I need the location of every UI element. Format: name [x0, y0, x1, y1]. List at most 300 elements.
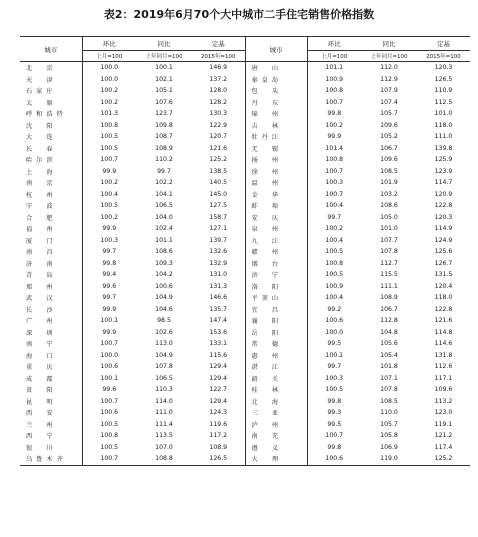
mom-cell: 100.5 [82, 131, 136, 143]
base-cell: 118.0 [434, 294, 453, 302]
table-row [20, 396, 470, 408]
city-cell: 深 圳 [26, 329, 57, 337]
yoy-cell: 109.3 [155, 259, 173, 267]
city-cell: 扬 州 [245, 154, 307, 166]
mom-cell: 100.2 [82, 97, 136, 109]
mom-cell: 100.6 [82, 407, 136, 419]
city-cell: 宜 昌 [245, 304, 307, 316]
table-row [20, 177, 470, 189]
base-cell: 130.3 [209, 110, 228, 118]
mom-cell: 100.1 [307, 350, 361, 362]
table-row [20, 166, 470, 178]
table-row [20, 235, 470, 247]
city-cell: 乌鲁木齐 [20, 453, 82, 465]
yoy-cell: 104.8 [380, 328, 398, 336]
yoy-cell: 100.6 [155, 282, 173, 290]
yoy-cell: 104.9 [155, 294, 173, 302]
yoy-cell: 103.2 [380, 190, 398, 198]
mom-cell: 99.6 [82, 384, 136, 396]
base-cell: 131.0 [209, 271, 228, 279]
base-cell: 135.7 [209, 305, 228, 313]
mom-cell: 100.5 [82, 442, 136, 454]
yoy-cell: 112.8 [380, 317, 398, 325]
city-cell: 重 庆 [26, 364, 57, 372]
mom-cell: 100.7 [307, 97, 361, 109]
mom-cell: 100.7 [82, 396, 136, 408]
base-cell: 158.7 [209, 213, 228, 221]
yoy-cell: 105.7 [380, 110, 398, 118]
city-cell: 吉 林 [245, 120, 307, 132]
yoy-cell: 102.4 [155, 225, 173, 233]
base-cell: 112.5 [434, 98, 453, 106]
mom-cell: 100.5 [307, 269, 361, 281]
base-cell: 129.4 [209, 374, 228, 382]
city-cell: 安 庆 [245, 212, 307, 224]
city-cell: 包 头 [245, 85, 307, 97]
city-cell: 昆 明 [26, 398, 57, 406]
table-row [20, 85, 470, 97]
yoy-cell: 113.0 [155, 340, 173, 348]
base-cell: 127.1 [209, 225, 228, 233]
yoy-cell: 108.7 [155, 133, 173, 141]
base-cell: 131.8 [434, 351, 453, 359]
city-cell: 厦 门 [26, 237, 57, 245]
table-row [20, 453, 470, 465]
yoy-cell: 112.0 [380, 64, 398, 72]
table-row [20, 154, 470, 166]
base-cell: 131.3 [209, 282, 228, 290]
mom-cell: 100.4 [82, 189, 136, 201]
base-cell: 123.9 [434, 167, 453, 175]
mom-cell: 100.0 [82, 74, 136, 86]
base-cell: 119.1 [434, 420, 453, 428]
mom-cell: 101.4 [307, 143, 361, 155]
base-cell: 126.7 [434, 259, 453, 267]
city-cell: 郑 州 [26, 283, 57, 291]
mom-cell: 100.9 [307, 281, 361, 293]
yoy-cell: 108.5 [380, 397, 398, 405]
city-cell: 烟 台 [245, 258, 307, 270]
base-cell: 121.6 [209, 144, 228, 152]
table-row [20, 384, 470, 396]
mom-cell: 100.8 [307, 154, 361, 166]
yoy-cell: 102.2 [155, 179, 173, 187]
base-cell: 121.2 [434, 432, 453, 440]
base-cell: 153.6 [209, 328, 228, 336]
yoy-cell: 105.7 [380, 420, 398, 428]
mom-cell: 100.1 [82, 315, 136, 327]
base-cell: 124.9 [434, 236, 453, 244]
yoy-cell: 110.2 [155, 156, 173, 164]
mom-cell: 99.4 [82, 269, 136, 281]
base-cell: 125.2 [209, 156, 228, 164]
table-row [20, 62, 470, 74]
base-cell: 120.9 [434, 190, 453, 198]
mom-cell: 100.4 [307, 235, 361, 247]
table-row [20, 212, 470, 224]
city-cell: 上 海 [26, 168, 57, 176]
mom-cell: 100.7 [82, 154, 136, 166]
city-cell: 南 昌 [26, 249, 57, 257]
yoy-cell: 108.9 [155, 144, 173, 152]
mom-cell: 100.3 [82, 235, 136, 247]
yoy-cell: 107.4 [380, 98, 398, 106]
base-cell: 145.0 [209, 190, 228, 198]
mom-cell: 99.2 [307, 304, 361, 316]
table-row [20, 419, 470, 431]
city-cell: 锦 州 [245, 108, 307, 120]
city-cell: 呼和浩特 [26, 111, 67, 119]
base-cell: 117.2 [209, 432, 228, 440]
city-cell: 广 州 [26, 318, 57, 326]
city-cell: 银 川 [26, 444, 57, 452]
subheader-mom-right: 上月=100 [307, 51, 361, 62]
table-row [20, 108, 470, 120]
yoy-cell: 119.0 [361, 453, 417, 465]
base-cell: 114.8 [434, 328, 453, 336]
base-cell: 129.4 [209, 397, 228, 405]
city-cell: 唐 山 [245, 62, 307, 74]
yoy-cell: 123.7 [155, 110, 173, 118]
mom-cell: 100.7 [307, 166, 361, 178]
yoy-cell: 100.1 [155, 64, 173, 72]
header-city-right: 城市 [245, 37, 307, 62]
base-cell: 121.6 [434, 317, 453, 325]
mom-cell: 100.5 [307, 246, 361, 258]
mom-cell: 100.8 [307, 258, 361, 270]
mom-cell: 99.3 [307, 407, 361, 419]
city-cell: 三 亚 [245, 407, 307, 419]
yoy-cell: 107.1 [380, 374, 398, 382]
yoy-cell: 106.7 [380, 144, 398, 152]
yoy-cell: 107.0 [155, 443, 173, 451]
mom-cell: 99.8 [82, 258, 136, 270]
yoy-cell: 111.1 [380, 282, 398, 290]
yoy-cell: 113.5 [155, 432, 173, 440]
city-cell: 沈 阳 [26, 122, 57, 130]
city-cell: 西 宁 [26, 433, 57, 441]
table-row [20, 120, 470, 132]
yoy-cell: 102.1 [155, 75, 173, 83]
city-cell: 济 宁 [245, 269, 307, 281]
table-row [20, 246, 470, 258]
city-cell: 秦皇岛 [245, 74, 307, 86]
city-cell: 大 理 [245, 453, 307, 465]
city-cell: 成 都 [26, 375, 57, 383]
yoy-cell: 107.8 [155, 363, 173, 371]
base-cell: 119.6 [209, 420, 228, 428]
city-cell: 泸 州 [245, 419, 307, 431]
mom-cell: 100.0 [82, 62, 136, 74]
mom-cell: 100.9 [307, 74, 361, 86]
yoy-cell: 104.0 [155, 213, 173, 221]
base-cell: 133.1 [209, 340, 228, 348]
base-cell: 108.9 [209, 443, 228, 451]
yoy-cell: 107.8 [380, 248, 398, 256]
city-cell: 徐 州 [245, 166, 307, 178]
base-cell: 125.6 [434, 248, 453, 256]
city-cell: 长 沙 [26, 306, 57, 314]
mom-cell: 100.2 [82, 212, 136, 224]
base-cell: 129.4 [209, 363, 228, 371]
city-cell: 青 岛 [26, 272, 57, 280]
base-cell: 114.6 [434, 340, 453, 348]
yoy-cell: 109.6 [380, 156, 398, 164]
yoy-cell: 105.4 [380, 351, 398, 359]
mom-cell: 100.8 [82, 120, 136, 132]
yoy-cell: 101.0 [380, 225, 398, 233]
table-row [20, 200, 470, 212]
mom-cell: 100.4 [307, 292, 361, 304]
base-cell: 120.3 [434, 213, 453, 221]
yoy-cell: 105.8 [380, 432, 398, 440]
subheader-yoy-right: 上年同月=100 [361, 51, 417, 62]
city-cell: 哈尔滨 [26, 157, 57, 165]
base-cell: 111.0 [434, 133, 453, 141]
yoy-cell: 115.5 [380, 271, 398, 279]
yoy-cell: 108.5 [380, 167, 398, 175]
city-cell: 韶 关 [245, 373, 307, 385]
base-cell: 128.2 [209, 98, 228, 106]
mom-cell: 101.3 [82, 108, 136, 120]
mom-cell: 99.9 [82, 327, 136, 339]
mom-cell: 100.2 [82, 177, 136, 189]
mom-cell: 99.7 [307, 212, 361, 224]
mom-cell: 99.6 [82, 281, 136, 293]
yoy-cell: 110.0 [380, 409, 398, 417]
base-cell: 122.7 [209, 386, 228, 394]
table-row [20, 131, 470, 143]
yoy-cell: 99.7 [157, 167, 171, 175]
city-cell: 遵 义 [245, 442, 307, 454]
city-cell: 合 肥 [26, 214, 57, 222]
header-base-right: 定基 [437, 40, 450, 48]
table-row [20, 269, 470, 281]
table-title: 表2：2019年6月70个大中城市二手住宅销售价格指数 [103, 8, 375, 21]
yoy-cell: 101.1 [155, 236, 173, 244]
mom-cell: 99.9 [82, 304, 136, 316]
table-row [20, 258, 470, 270]
city-cell: 岳 阳 [245, 327, 307, 339]
table-body [20, 62, 470, 466]
base-cell: 125.9 [434, 156, 453, 164]
city-cell: 赣 州 [245, 246, 307, 258]
yoy-cell: 111.0 [155, 409, 173, 417]
base-cell: 120.7 [209, 133, 228, 141]
yoy-cell: 107.8 [380, 386, 398, 394]
yoy-cell: 107.9 [380, 87, 398, 95]
yoy-cell: 104.9 [155, 351, 173, 359]
city-cell: 石家庄 [26, 88, 57, 96]
mom-cell: 99.7 [82, 292, 136, 304]
mom-cell: 100.2 [307, 120, 361, 132]
city-cell: 福 州 [26, 226, 57, 234]
mom-cell: 100.0 [307, 327, 361, 339]
city-cell: 南 充 [245, 430, 307, 442]
table-row [20, 74, 470, 86]
yoy-cell: 108.6 [155, 248, 173, 256]
table-row [20, 327, 470, 339]
table-row [20, 189, 470, 201]
base-cell: 139.8 [434, 144, 453, 152]
base-cell: 115.6 [209, 351, 228, 359]
table-row [20, 350, 470, 362]
base-cell: 109.6 [434, 386, 453, 394]
mom-cell: 99.9 [82, 166, 136, 178]
subheader-base-right: 2015年=100 [417, 51, 470, 62]
mom-cell: 100.7 [307, 430, 361, 442]
table-row [20, 430, 470, 442]
base-cell: 122.8 [434, 202, 453, 210]
mom-cell: 100.4 [307, 200, 361, 212]
base-cell: 112.6 [434, 363, 453, 371]
base-cell: 125.2 [417, 453, 470, 465]
header-base-left: 定基 [211, 40, 225, 48]
subheader-yoy-left: 上年同月=100 [136, 51, 192, 62]
mom-cell: 100.5 [82, 419, 136, 431]
yoy-cell: 101.8 [380, 363, 398, 371]
yoy-cell: 104.6 [155, 305, 173, 313]
city-cell: 海 口 [26, 352, 57, 360]
city-cell: 湛 江 [245, 361, 307, 373]
base-cell: 132.6 [209, 248, 228, 256]
mom-cell: 100.0 [82, 350, 136, 362]
yoy-cell: 107.6 [155, 98, 173, 106]
base-cell: 128.0 [209, 87, 228, 95]
base-cell: 126.5 [434, 75, 453, 83]
yoy-cell: 104.1 [155, 190, 173, 198]
city-cell: 惠 州 [245, 350, 307, 362]
mom-cell: 99.8 [307, 108, 361, 120]
yoy-cell: 111.4 [155, 420, 173, 428]
table-row [20, 315, 470, 327]
base-cell: 122.8 [434, 305, 453, 313]
city-cell: 襄 阳 [245, 315, 307, 327]
yoy-cell: 105.0 [380, 213, 398, 221]
mom-cell: 100.5 [82, 143, 136, 155]
city-cell: 常 德 [245, 338, 307, 350]
mom-cell: 100.2 [82, 85, 136, 97]
table-row [20, 373, 470, 385]
yoy-cell: 109.8 [155, 121, 173, 129]
yoy-cell: 108.9 [380, 294, 398, 302]
city-cell: 桂 林 [245, 384, 307, 396]
header-mom-right: 环比 [307, 37, 361, 51]
mom-cell: 100.8 [307, 85, 361, 97]
city-cell: 杭 州 [26, 191, 57, 199]
base-cell: 114.9 [434, 225, 453, 233]
yoy-cell: 106.7 [380, 305, 398, 313]
yoy-cell: 101.9 [380, 179, 398, 187]
mom-cell: 99.8 [307, 396, 361, 408]
header-yoy-left: 同比 [157, 40, 171, 48]
city-cell: 北 京 [26, 65, 57, 73]
city-cell: 平顶山 [245, 292, 307, 304]
mom-cell: 99.9 [307, 131, 361, 143]
base-cell: 117.1 [434, 374, 453, 382]
city-cell: 北 海 [245, 396, 307, 408]
city-cell: 长 春 [26, 145, 57, 153]
base-cell: 127.5 [209, 202, 228, 210]
city-cell: 太 原 [26, 99, 57, 107]
base-cell: 137.2 [209, 75, 228, 83]
yoy-cell: 105.1 [155, 87, 173, 95]
city-cell: 大 连 [26, 134, 57, 142]
yoy-cell: 114.0 [155, 397, 173, 405]
city-cell: 南 京 [26, 180, 57, 188]
table-row [20, 292, 470, 304]
base-cell: 124.3 [209, 409, 228, 417]
city-cell: 宁 波 [26, 203, 57, 211]
city-cell: 兰 州 [26, 421, 57, 429]
yoy-cell: 106.5 [155, 202, 173, 210]
base-cell: 113.2 [434, 397, 453, 405]
header-yoy-right: 同比 [382, 40, 396, 48]
table-row [20, 442, 470, 454]
price-index-table [20, 36, 470, 466]
city-cell: 济 南 [26, 260, 57, 268]
table-row [20, 281, 470, 293]
subheader-mom-left: 上月=100 [82, 51, 136, 62]
table-row [20, 97, 470, 109]
base-cell: 123.0 [434, 409, 453, 417]
mom-cell: 100.1 [82, 373, 136, 385]
base-cell: 114.7 [434, 179, 453, 187]
yoy-cell: 105.6 [380, 340, 398, 348]
mom-cell: 100.7 [82, 453, 136, 465]
mom-cell: 100.6 [307, 315, 361, 327]
city-cell: 洛 阳 [245, 281, 307, 293]
mom-cell: 99.7 [82, 246, 136, 258]
mom-cell: 100.3 [307, 373, 361, 385]
mom-cell: 100.2 [307, 223, 361, 235]
city-cell: 金 华 [245, 189, 307, 201]
mom-cell: 100.7 [82, 338, 136, 350]
city-cell: 南 宁 [26, 341, 57, 349]
base-cell: 101.0 [434, 110, 453, 118]
yoy-cell: 108.8 [136, 453, 192, 465]
city-cell: 丹 东 [245, 97, 307, 109]
yoy-cell: 112.9 [380, 75, 398, 83]
yoy-cell: 107.7 [380, 236, 398, 244]
base-cell: 146.9 [209, 64, 228, 72]
base-cell: 118.0 [434, 121, 453, 129]
city-cell: 蚌 埠 [245, 200, 307, 212]
base-cell: 139.7 [209, 236, 228, 244]
city-cell: 温 州 [245, 177, 307, 189]
table-row [20, 223, 470, 235]
yoy-cell: 106.9 [380, 443, 398, 451]
city-cell: 贵 阳 [26, 387, 57, 395]
table-row [20, 361, 470, 373]
yoy-cell: 98.5 [157, 317, 171, 325]
header-city-left: 城市 [20, 37, 82, 62]
base-cell: 146.6 [209, 294, 228, 302]
mom-cell: 99.9 [82, 223, 136, 235]
mom-cell: 100.6 [307, 453, 361, 465]
city-cell: 无 锡 [245, 143, 307, 155]
base-cell: 120.4 [434, 282, 453, 290]
city-cell: 牡丹江 [245, 131, 307, 143]
yoy-cell: 110.3 [155, 386, 173, 394]
yoy-cell: 112.7 [380, 259, 398, 267]
base-cell: 126.5 [192, 453, 245, 465]
header-mom-left: 环比 [82, 37, 136, 51]
mom-cell: 100.7 [307, 189, 361, 201]
mom-cell: 99.5 [307, 419, 361, 431]
mom-cell: 99.7 [307, 361, 361, 373]
mom-cell: 99.5 [307, 338, 361, 350]
